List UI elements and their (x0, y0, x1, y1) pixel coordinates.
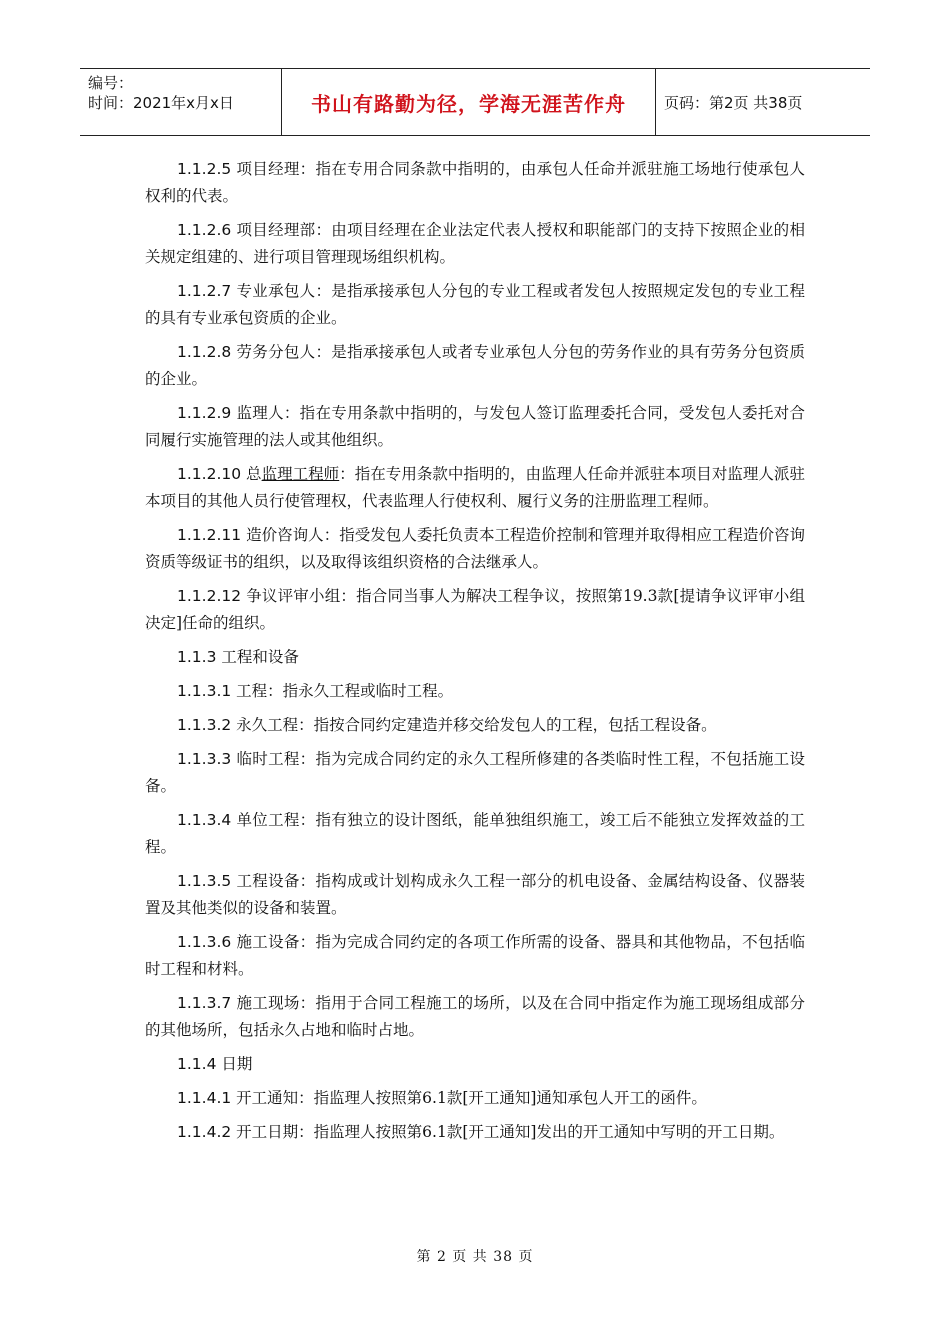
clause-paragraph (145, 678, 805, 705)
clause-text: 临时工程：指为完成合同约定的永久工程所修建的各类临时性工程，不包括施工设备。 (145, 750, 805, 795)
clause-paragraph (145, 807, 805, 861)
clause-number: 1.1.3.1 (177, 682, 232, 700)
clause-paragraph (145, 929, 805, 983)
clause-text: 施工设备：指为完成合同约定的各项工作所需的设备、器具和其他物品，不包括临时工程和材料。 (145, 933, 805, 978)
clause-paragraph (145, 644, 805, 671)
clause-paragraph (145, 461, 805, 515)
clause-number: 1.1.3.2 (177, 716, 232, 734)
clause-paragraph (145, 217, 805, 271)
page-header (80, 68, 870, 136)
clause-paragraph (145, 522, 805, 576)
clause-number: 1.1.3.3 (177, 750, 232, 768)
clause-paragraph (145, 1051, 805, 1078)
clause-text: 专业承包人：是指承接承包人分包的专业工程或者发包人按照规定发包的专业工程的具有专业承包资质的企业。 (145, 282, 805, 327)
header-page-info: 页码：第2页 共38页 (664, 93, 803, 112)
document-body (145, 156, 805, 1153)
clause-paragraph (145, 990, 805, 1044)
clause-number: 1.1.3.4 (177, 811, 232, 829)
clause-number: 1.1.2.7 (177, 282, 232, 300)
clause-text: 工程设备：指构成或计划构成永久工程一部分的机电设备、金属结构设备、仪器装置及其他类似的设备和装置。 (145, 872, 805, 917)
clause-number: 1.1.3.5 (177, 872, 232, 890)
time-label: 时间：2021年x月x日 (88, 94, 234, 112)
clause-text: 开工通知：指监理人按照第6.1款[开工通知]通知承包人开工的函件。 (236, 1089, 707, 1107)
clause-number: 1.1.2.5 (177, 160, 232, 178)
clause-paragraph (145, 278, 805, 332)
clause-text: 永久工程：指按合同约定建造并移交给发包人的工程，包括工程设备。 (236, 716, 717, 734)
clause-number: 1.1.4.1 (177, 1089, 232, 1107)
clause-text: 日期 (221, 1055, 253, 1073)
clause-paragraph (145, 746, 805, 800)
clause-paragraph (145, 339, 805, 393)
clause-text: 项目经理：指在专用合同条款中指明的，由承包人任命并派驻施工场地行使承包人权利的代表。 (145, 160, 805, 205)
clause-text: ：指在专用条款中指明的，由监理人任命并派驻本项目对监理人派驻本项目的其他人员行使管理权，代表监理人行使权利、履行义务的注册监理工程师。 (145, 465, 805, 510)
clause-text: 劳务分包人：是指承接承包人或者专业承包人分包的劳务作业的具有劳务分包资质的企业。 (145, 343, 805, 388)
clause-text: 项目经理部：由项目经理在企业法定代表人授权和职能部门的支持下按照企业的相关规定组建的、进行项目管理现场组织机构。 (145, 221, 805, 266)
header-meta (80, 69, 282, 135)
clause-paragraph (145, 868, 805, 922)
clause-number: 1.1.2.11 (177, 526, 242, 544)
page-footer: 第 2 页 共 38 页 (416, 1249, 534, 1265)
clause-paragraph (145, 583, 805, 637)
clause-number: 1.1.2.10 (177, 465, 242, 483)
number-label: 编号： (88, 74, 134, 92)
clause-text: 造价咨询人：指受发包人委托负责本工程造价控制和管理并取得相应工程造价咨询资质等级证书的组织，以及取得该组织资格的合法继承人。 (145, 526, 805, 571)
clause-paragraph (145, 400, 805, 454)
clause-term-underlined: 监理工程师 (261, 465, 340, 483)
clause-number: 1.1.2.8 (177, 343, 232, 361)
clause-paragraph (145, 712, 805, 739)
clause-number: 1.1.3.6 (177, 933, 232, 951)
clause-number: 1.1.3.7 (177, 994, 232, 1012)
clause-prefix: 总 (246, 465, 262, 483)
clause-paragraph (145, 156, 805, 210)
clause-paragraph (145, 1119, 805, 1146)
clause-text: 工程和设备 (221, 648, 299, 666)
clause-number: 1.1.2.12 (177, 587, 242, 605)
clause-number: 1.1.4 (177, 1055, 217, 1073)
clause-number: 1.1.2.9 (177, 404, 232, 422)
clause-number: 1.1.3 (177, 648, 217, 666)
clause-text: 工程：指永久工程或临时工程。 (236, 682, 454, 700)
clause-text: 单位工程：指有独立的设计图纸，能单独组织施工，竣工后不能独立发挥效益的工程。 (145, 811, 805, 856)
clause-number: 1.1.2.6 (177, 221, 232, 239)
clause-text: 开工日期：指监理人按照第6.1款[开工通知]发出的开工通知中写明的开工日期。 (236, 1123, 785, 1141)
clause-text: 监理人：指在专用条款中指明的，与发包人签订监理委托合同，受发包人委托对合同履行实施管理的法人或其他组织。 (145, 404, 805, 449)
header-motto: 书山有路勤为径，学海无涯苦作舟 (282, 69, 656, 135)
clause-text: 争议评审小组：指合同当事人为解决工程争议，按照第19.3款[提请争议评审小组决定]任命的组织。 (145, 587, 805, 632)
clause-paragraph (145, 1085, 805, 1112)
clause-number: 1.1.4.2 (177, 1123, 232, 1141)
clause-text: 施工现场：指用于合同工程施工的场所，以及在合同中指定作为施工现场组成部分的其他场所，包括永久占地和临时占地。 (145, 994, 805, 1039)
